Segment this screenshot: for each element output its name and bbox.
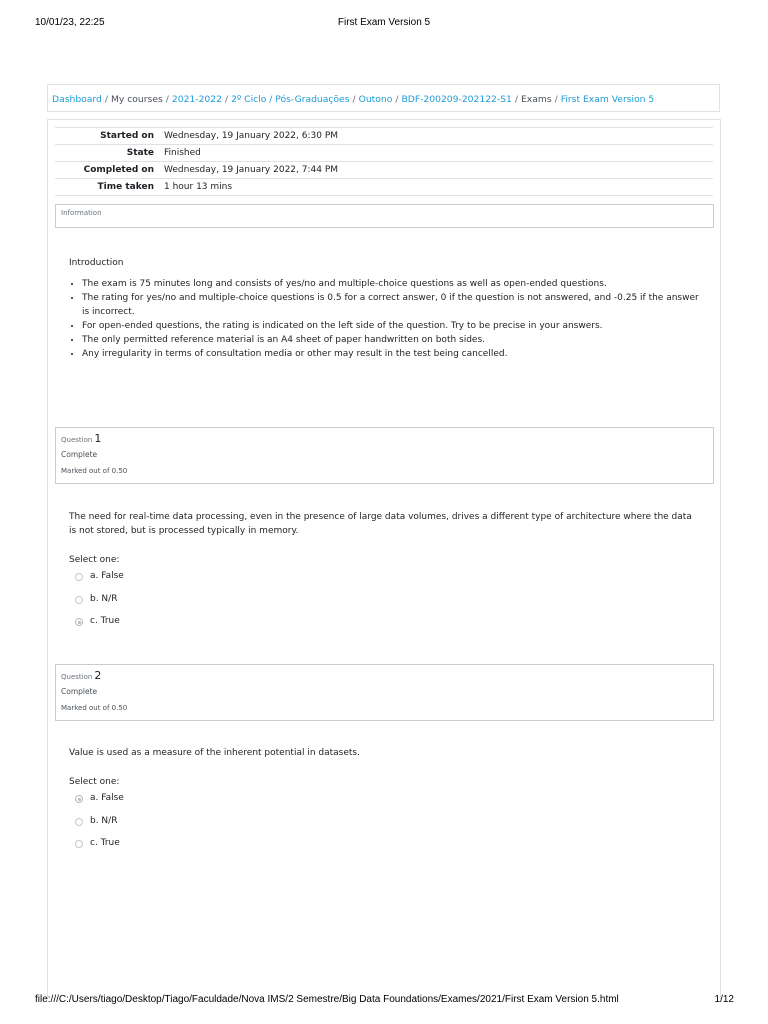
radio-button-selected[interactable] [75, 618, 83, 626]
breadcrumb-separator: / [104, 94, 108, 105]
summary-row-time [55, 179, 713, 196]
radio-button[interactable] [75, 840, 83, 848]
radio-button[interactable] [75, 596, 83, 604]
rules-list-item: • The exam is 75 minutes long and consists of yes/no and multiple-choice questions as well as open-ended questions. [82, 277, 699, 291]
state-value: Finished [164, 145, 713, 162]
radio-button-selected[interactable] [75, 795, 83, 803]
question-1-select-label: Select one: [69, 555, 120, 565]
summary-row-completed [55, 162, 713, 179]
question-2-state: Complete [61, 687, 98, 696]
print-file-path: file:///C:/Users/tiago/Desktop/Tiago/Faculdade/Nova IMS/2 Semestre/Big Data Foundations/Exames/2021/First Exam Version 5.html [35, 994, 619, 1005]
question-1-option-a[interactable] [69, 569, 699, 592]
question-2-option-b[interactable] [69, 814, 699, 837]
option-label: a. False [90, 793, 124, 803]
question-1-state: Complete [61, 450, 98, 459]
question-2-info [55, 664, 714, 721]
breadcrumb-semester-link[interactable]: Outono [358, 94, 393, 105]
question-2-option-c[interactable] [69, 836, 699, 859]
rules-list-item: • Any irregularity in terms of consultation media or other may result in the test being cancelled. [82, 347, 699, 361]
question-1-content [69, 510, 699, 637]
question-number: 1 [94, 432, 102, 445]
question-1-option-c[interactable] [69, 614, 699, 637]
question-1-info [55, 427, 714, 484]
option-label: c. True [90, 838, 120, 848]
option-label: b. N/R [90, 593, 118, 604]
question-label: Question [61, 436, 93, 444]
breadcrumb-cycle-link[interactable]: 2º Ciclo / Pós-Graduações [231, 94, 350, 105]
information-content [69, 256, 699, 361]
time-taken-value: 1 hour 13 mins [164, 179, 713, 196]
question-2-select-label: Select one: [69, 777, 120, 787]
breadcrumb-separator: / [554, 94, 558, 105]
question-2-heading [61, 669, 101, 682]
breadcrumb-exams: Exams [521, 94, 552, 105]
option-label: a. False [90, 571, 124, 581]
question-1-heading [61, 432, 101, 445]
breadcrumb-year-link[interactable]: 2021-2022 [171, 94, 222, 105]
summary-row-state [55, 145, 713, 162]
completed-value: Wednesday, 19 January 2022, 7:44 PM [164, 162, 713, 179]
rules-list-item: • For open-ended questions, the rating is indicated on the left side of the question. Try to be precise in your answers. [82, 319, 699, 333]
question-number: 2 [94, 669, 102, 682]
summary-row-started [55, 128, 713, 145]
breadcrumb-separator: / [224, 94, 229, 105]
question-1-option-b[interactable] [69, 592, 699, 615]
attempt-summary-table [55, 127, 713, 196]
rules-list-item: • The only permitted reference material is an A4 sheet of paper handwritten on both sides. [82, 333, 699, 347]
print-datetime: 10/01/23, 22:25 [35, 17, 105, 28]
question-1-mark: Marked out of 0.50 [61, 467, 128, 475]
print-header [0, 17, 768, 31]
breadcrumb-separator: / [395, 94, 399, 105]
print-title: First Exam Version 5 [337, 17, 431, 28]
print-page-number: 1/12 [714, 994, 734, 1005]
question-label: Question [61, 673, 93, 681]
radio-button[interactable] [75, 573, 83, 581]
breadcrumb-exam-link[interactable]: First Exam Version 5 [560, 94, 655, 105]
completed-label: Completed on [55, 162, 164, 179]
question-2-mark: Marked out of 0.50 [61, 704, 128, 712]
breadcrumb-course-link[interactable]: BDF-200209-202122-S1 [401, 94, 512, 105]
breadcrumb [52, 94, 654, 105]
breadcrumb-separator: / [165, 94, 169, 105]
started-label: Started on [55, 128, 164, 145]
started-value: Wednesday, 19 January 2022, 6:30 PM [164, 128, 713, 145]
state-label: State [55, 145, 164, 162]
breadcrumb-dashboard-link[interactable]: Dashboard [52, 94, 102, 105]
option-label: b. N/R [90, 815, 118, 826]
print-footer [0, 994, 768, 1008]
question-2-option-a[interactable] [69, 791, 699, 814]
breadcrumb-my-courses: My courses [110, 94, 163, 105]
question-2-content [69, 746, 699, 859]
rules-list-item: • The rating for yes/no and multiple-choice questions is 0.5 for a correct answer, 0 if the question is not answered, and -0.25 if the answer is incorrect. [82, 291, 699, 319]
option-label: c. True [90, 616, 120, 626]
information-box [55, 204, 714, 228]
question-2-text: Value is used as a measure of the inherent potential in datasets. [69, 748, 360, 758]
information-label: Information [61, 209, 102, 217]
breadcrumb-separator: / [352, 94, 356, 105]
radio-button[interactable] [75, 818, 83, 826]
rules-list [69, 277, 699, 361]
time-taken-label: Time taken [55, 179, 164, 196]
question-1-text: The need for real-time data processing, even in the presence of large data volumes, drives a different type of architecture where the data is not stored, but is processed typically in memory. [69, 512, 692, 536]
breadcrumb-separator: / [514, 94, 518, 105]
breadcrumb-bar [47, 84, 720, 112]
introduction-title: Introduction [69, 258, 124, 268]
